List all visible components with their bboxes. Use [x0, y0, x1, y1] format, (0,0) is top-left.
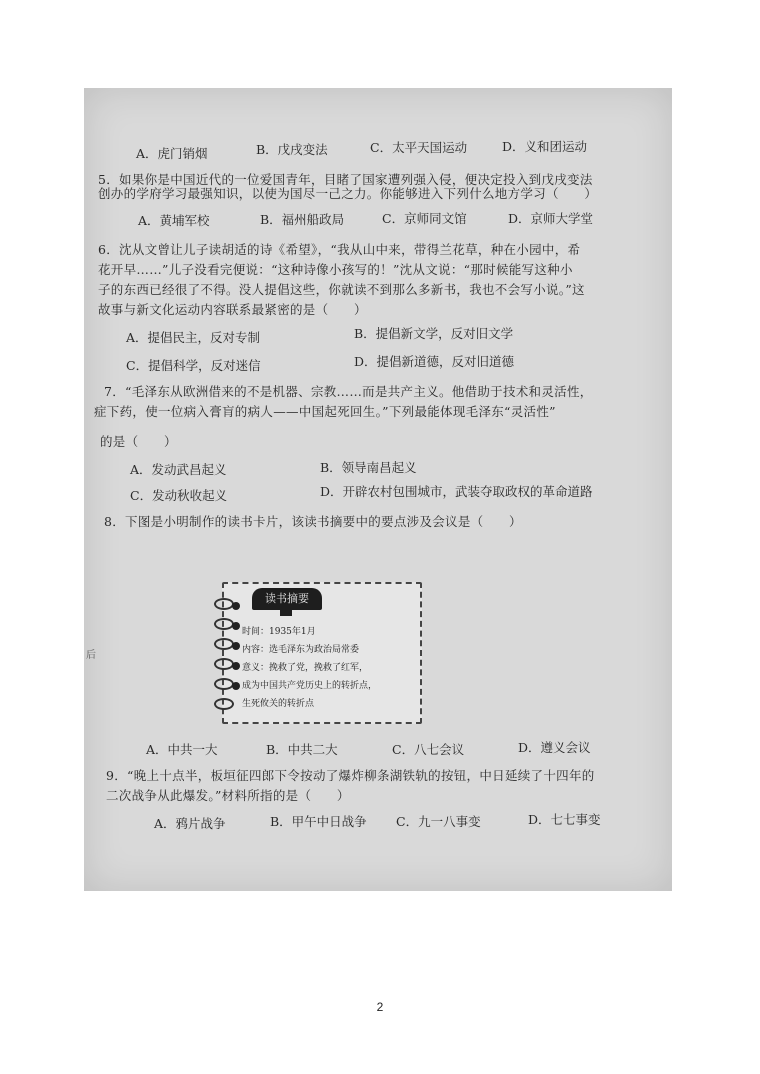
q4-option-a: A．虎门销烟 — [136, 146, 208, 161]
page-number: 2 — [376, 1000, 384, 1014]
q5-option-d: D．京师大学堂 — [508, 211, 594, 226]
q4-option-c: C．太平天国运动 — [370, 140, 468, 155]
q9-option-a: A．鸦片战争 — [154, 816, 226, 831]
q5-option-b: B．福州船政局 — [260, 212, 345, 227]
q9-stem-line-2: 二次战争从此爆发。”材料所指的是（ ） — [106, 788, 350, 803]
card-line-time: 时间：1935年1月 — [242, 627, 316, 637]
scanned-page — [84, 88, 672, 891]
q8-option-c: C．八七会议 — [392, 742, 465, 757]
q9-option-d: D．七七事变 — [528, 812, 601, 827]
q7-option-c: C．发动秋收起义 — [130, 488, 228, 503]
q6-stem-line-1: 6．沈从文曾让儿子读胡适的诗《希望》，“我从山中来，带得兰花草，种在小园中，希 — [98, 242, 581, 257]
card-line-significance-3: 生死攸关的转折点 — [242, 699, 315, 709]
q4-option-d: D．义和团运动 — [502, 139, 588, 154]
card-line-significance-2: 成为中国共产党历史上的转折点， — [242, 681, 378, 691]
q7-option-a: A．发动武昌起义 — [130, 462, 227, 477]
spiral-ring — [214, 658, 234, 670]
q4-option-b: B．戊戌变法 — [256, 142, 328, 157]
q6-stem-line-3: 子的东西已经很了不得。没人提倡这些，你就读不到那么多新书，我也不会写小说。”这 — [98, 282, 585, 297]
bullet-dot — [232, 602, 240, 610]
q9-option-c: C．九一八事变 — [396, 814, 481, 829]
spiral-ring — [214, 598, 234, 610]
q6-stem-line-2: 花开早……”儿子没看完便说：“这种诗像小孩写的！”沈从文说：“那时候能写这种小 — [98, 262, 573, 277]
q7-stem-line-3: 的是（ ） — [100, 434, 177, 449]
spiral-ring — [214, 698, 234, 710]
q7-option-b: B．领导南昌起义 — [320, 460, 417, 475]
q6-option-b: B．提倡新文学，反对旧文学 — [354, 326, 514, 341]
q6-option-a: A．提倡民主，反对专制 — [126, 330, 261, 345]
bullet-dot — [232, 622, 240, 630]
q9-stem-line-1: 9．“晚上十点半，板垣征四郎下令按动了爆炸柳条湖铁轨的按钮，中日延续了十四年的 — [106, 768, 595, 783]
q7-stem-line-2: 症下药，使一位病入膏肓的病人——中国起死回生。”下列最能体现毛泽东“灵活性” — [94, 404, 556, 419]
q8-option-b: B．中共二大 — [266, 742, 338, 757]
bullet-dot — [232, 682, 240, 690]
q5-option-c: C．京师同文馆 — [382, 211, 467, 226]
q8-option-a: A．中共一大 — [146, 742, 218, 757]
card-line-significance: 意义：挽救了党，挽救了红军， — [242, 663, 369, 673]
reading-card — [222, 582, 422, 724]
card-line-content: 内容：选毛泽东为政治局常委 — [242, 645, 360, 655]
spiral-ring — [214, 638, 234, 650]
bullet-dot — [232, 662, 240, 670]
card-title-stem — [280, 610, 292, 616]
edge-mark: 后 — [86, 650, 96, 661]
q7-stem-line-1: 7．“毛泽东从欧洲借来的不是机器、宗教……而是共产主义。他借助于技术和灵活性， — [104, 384, 593, 399]
q6-option-c: C．提倡科学，反对迷信 — [126, 358, 261, 373]
q8-stem: 8．下图是小明制作的读书卡片，该读书摘要中的要点涉及会议是（ ） — [104, 514, 522, 529]
q5-stem-line-2: 创办的学府学习最强知识，以使为国尽一己之力。你能够进入下列什么地方学习（ ） — [98, 186, 598, 201]
q7-option-d: D．开辟农村包围城市，武装夺取政权的革命道路 — [320, 484, 593, 499]
q6-stem-line-4: 故事与新文化运动内容联系最紧密的是（ ） — [98, 302, 367, 317]
q6-option-d: D．提倡新道德，反对旧道德 — [354, 354, 515, 369]
q8-option-d: D．遵义会议 — [518, 740, 591, 755]
card-title: 读书摘要 — [252, 588, 322, 610]
bullet-dot — [232, 642, 240, 650]
q9-option-b: B．甲午中日战争 — [270, 814, 367, 829]
q5-option-a: A．黄埔军校 — [138, 213, 210, 228]
spiral-ring — [214, 678, 234, 690]
spiral-ring — [214, 618, 234, 630]
q5-stem-line-1: 5．如果你是中国近代的一位爱国青年，目睹了国家遭列强入侵，便决定投入到戊戌变法 — [98, 172, 593, 187]
